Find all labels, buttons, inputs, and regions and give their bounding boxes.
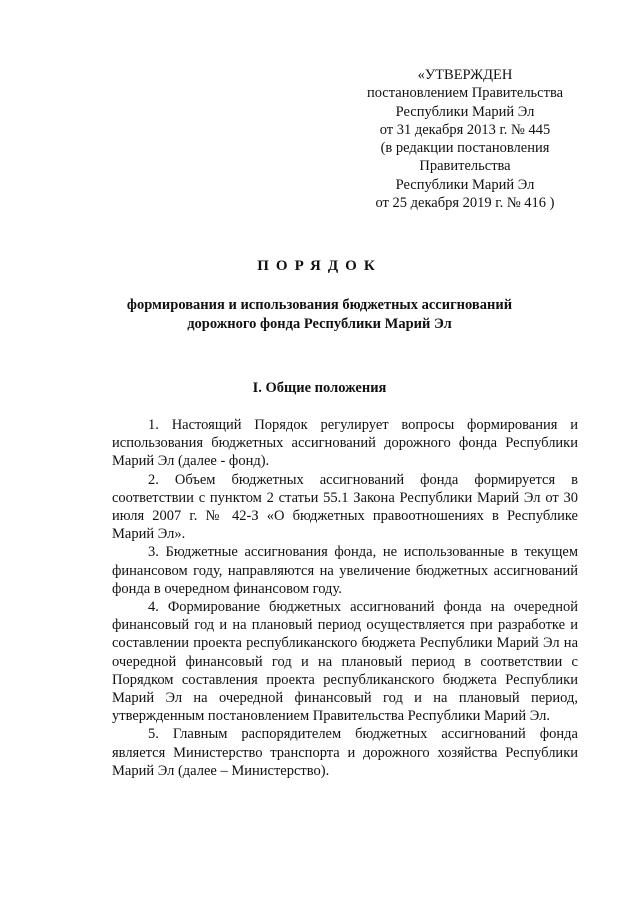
paragraph-5: 5. Главным распорядителем бюджетных ассигнований фонда является Министерство транспорта и дорожного хозяйства Республики Марий Эл (далее – Министерство). [112,726,578,779]
approval-line: (в редакции постановления [380,140,550,157]
approval-line: от 31 декабря 2013 г. № 445 [379,121,551,138]
approval-line: Правительства [419,158,511,175]
document-title: ПОРЯДОК [257,258,382,274]
approval-line: от 25 декабря 2019 г. № 416 ) [375,195,555,212]
subtitle-line: дорожного фонда Республики Марий Эл [187,315,452,332]
paragraph-1: 1. Настоящий Порядок регулирует вопросы формирования и использования бюджетных ассигнований дорожного фонда Республики Марий Эл (далее - фонд). [112,417,578,470]
paragraph-4: 4. Формирование бюджетных ассигнований фонда на очередной финансовый год и на плановый период осуществляется при разработке и составлении проекта республиканского бюджета Республики Марий Эл на очередной финансовый год и на плановый период в соответствии с Порядком составления проекта республиканского бюджета Республики Марий Эл на очередной финансовый год и на плановый период, утвержденным постановлением Правительства Республики Марий Эл. [112,599,578,725]
section-heading: I. Общие положения [252,380,387,396]
approval-line: Республики Марий Эл [395,176,535,193]
paragraph-3: 3. Бюджетные ассигнования фонда, не использованные в текущем финансовом году, направляются на увеличение бюджетных ассигнований фонда в очередном финансовом году. [112,544,578,597]
approval-block [360,66,570,212]
approval-line: постановлением Правительства [366,85,564,102]
subtitle-line: формирования и использования бюджетных ассигнований [126,297,513,313]
approval-line: Республики Марий Эл [395,103,535,120]
document-body [112,416,578,780]
approval-line: «УТВЕРЖДЕН [417,67,513,83]
paragraph-2: 2. Объем бюджетных ассигнований фонда формируется в соответствии с пунктом 2 статьи 55.1 Закона Республики Марий Эл от 30 июля 2007 г. № 42-З «О бюджетных правоотношениях в Республике Марий Эл». [112,471,578,543]
document-subtitle [0,296,639,333]
